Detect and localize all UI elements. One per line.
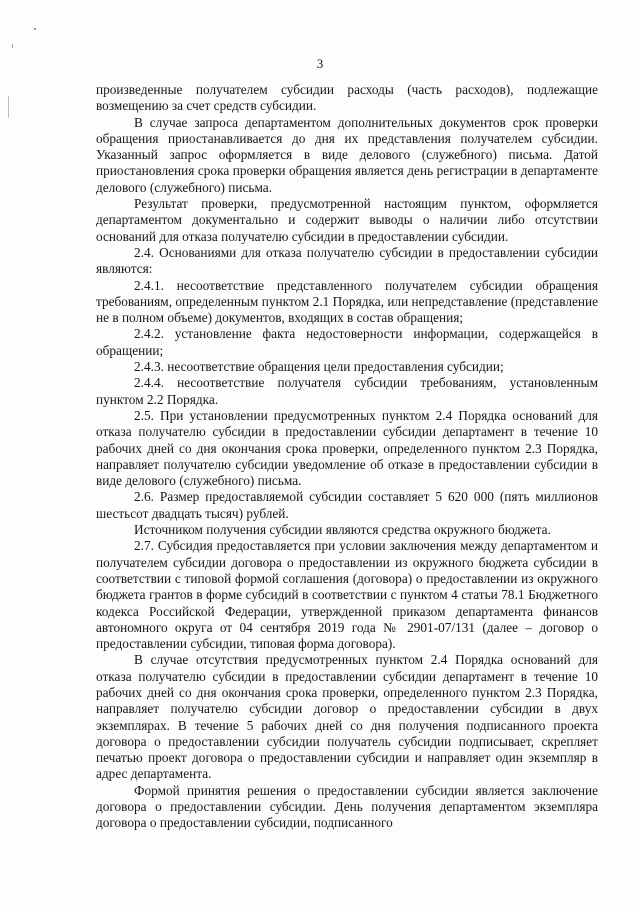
paragraph: 2.4.2. установление факта недостоверности информации, содержащейся в обращении; [96,326,598,358]
paragraph: 2.6. Размер предоставляемой субсидии составляет 5 620 000 (пять миллионов шестьсот двадцать тысяч) рублей. [96,489,598,521]
paragraph: 2.4.3. несоответствие обращения цели предоставления субсидии; [134,359,504,375]
paragraph: 2.4.1. несоответствие представленного получателем субсидии обращения требованиям, определенным пунктом 2.1 Порядка, или непредставление (представление не в полном объеме) документов, входящих в состав обращения; [96,277,598,326]
page-number: 3 [316,56,324,71]
document-body [96,82,598,832]
paragraph: Источником получения субсидии являются средства окружного бюджета. [134,522,551,538]
paragraph: В случае запроса департаментом дополнительных документов срок проверки обращения приостанавливается до дня их представления получателем субсидии. Указанный запрос оформляется в виде делового (служебного) письма. Датой приостановления срока проверки обращения является день регистрации в департаменте делового (служебного) письма. [96,114,598,195]
scan-speck [12,44,13,48]
paragraph: В случае отсутствия предусмотренных пунктом 2.4 Порядка оснований для отказа получателю субсидии в предоставлении субсидии департамент в течение 10 рабочих дней со дня окончания срока проверки, определенного пунктом 2.3 Порядка, направляет получателю субсидии договор о предоставлении субсидии в двух экземплярах. В течение 5 рабочих дней со дня получения подписанного проекта договора о предоставлении субсидии получатель субсидии подписывает, скрепляет печатью проект договора о предоставлении субсидии и направляет один экземпляр в адрес департамента. [96,652,598,782]
paragraph: Формой принятия решения о предоставлении субсидии является заключение договора о предоставлении субсидии. День получения департаментом экземпляра договора о предоставлении субсидии, подписанного [96,782,598,831]
scan-speck [34,28,36,30]
paragraph: произведенные получателем субсидии расходы (часть расходов), подлежащие возмещению за счет средств субсидии. [96,82,598,114]
paragraph: 2.4. Основаниями для отказа получателю субсидии в предоставлении субсидии являются: [96,244,598,277]
paragraph: 2.5. При установлении предусмотренных пунктом 2.4 Порядка оснований для отказа получателю субсидии в предоставлении субсидии департамент в течение 10 рабочих дней со дня окончания срока проверки, определенного пунктом 2.3 Порядка, направляет получателю субсидии уведомление об отказе в предоставлении субсидии в виде делового (служебного) письма. [96,407,598,489]
paragraph: 2.4.4. несоответствие получателя субсидии требованиям, установленным пунктом 2.2 Порядка. [96,375,598,407]
paragraph: Результат проверки, предусмотренной настоящим пунктом, оформляется департаментом документально и содержит выводы о наличии либо отсутствии оснований для отказа получателю субсидии в предоставлении субсидии. [96,196,598,244]
paragraph: 2.7. Субсидия предоставляется при условии заключения между департаментом и получателем субсидии договора о предоставлении из окружного бюджета субсидии в соответствии с типовой формой соглашения (договора) о предоставлении из окружного бюджета грантов в форме субсидий в соответствии с пунктом 4 статьи 78.1 Бюджетного кодекса Российской Федерации, утвержденной приказом департамента финансов автономного округа от 04 сентября 2019 года № 2901-07/131 (далее – договор о предоставлении субсидии, типовая форма договора). [96,538,598,652]
scan-speck [8,96,9,118]
